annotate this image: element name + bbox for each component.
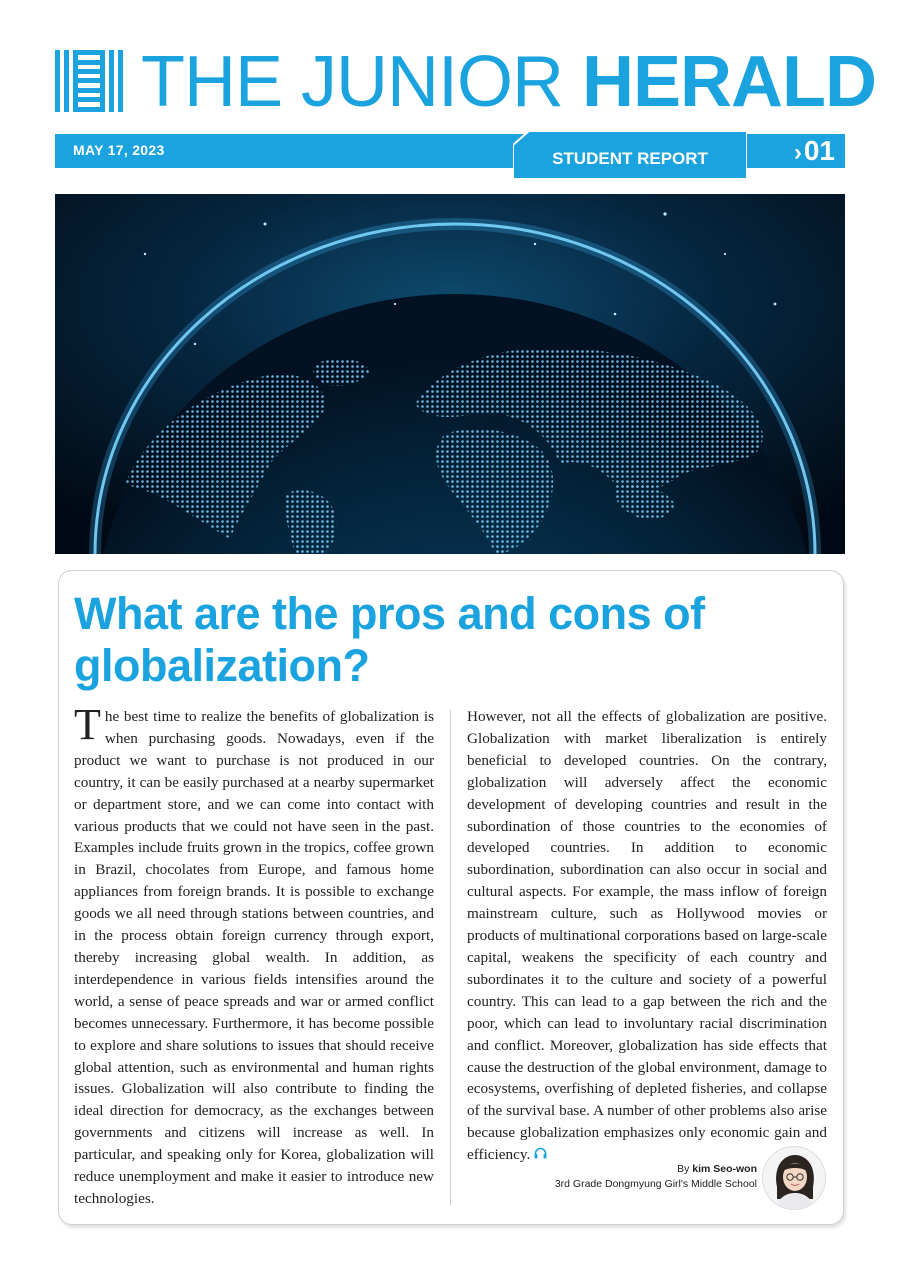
masthead <box>55 42 877 122</box>
author-name: kim Seo-won <box>692 1163 757 1175</box>
glowing-earth-globe-image <box>55 194 845 554</box>
header-bar <box>55 134 845 168</box>
article-headline: What are the pros and cons of globalization? <box>74 588 705 691</box>
chevron-right-icon: › <box>793 139 802 166</box>
byline <box>555 1162 757 1192</box>
drop-cap: T <box>74 700 101 749</box>
herald-h-logo-icon <box>55 50 123 112</box>
page-number-value: 01 <box>803 135 835 166</box>
author-affiliation: 3rd Grade Dongmyung Girl's Middle School <box>554 1178 757 1190</box>
section-label: STUDENT REPORT <box>552 149 708 168</box>
issue-date: MAY 17, 2023 <box>73 142 165 158</box>
article-column-left <box>74 700 434 1210</box>
title-bold: HERALD <box>582 42 877 122</box>
column-divider <box>450 710 451 1205</box>
article-column-right <box>467 706 827 1167</box>
byline-prefix: By <box>677 1163 693 1175</box>
left-column-text: he best time to realize the benefits of globalization is when purchasing goods. Nowadays, even if the product we want to purchase is not produced in our country, it can be easily purchased at a nearby supermarket or department store, and we can come into contact with various products that we could not have seen in the past. Examples include fruits grown in the tropics, coffee grown in Brazil, chocolates from Europe, and famous home appliances from foreign brands. It is possible to exchange goods we all need through stations between countries, and in the process obtain foreign currency through export, thereby increasing global wealth. In addition, as interdependence in various fields intensifies around the world, a sense of peace spreads and war or armed conflict becomes unnecessary. Furthermore, it has become possible to explore and share solutions to issues that should receive global attention, such as environmental and human rights issues. Globalization will also contribute to finding the ideal direction for democracy, as the exchanges between governments and citizens will increase as well. In particular, and speaking only for Korea, globalization will reduce unemployment and make it easier to introduce new technologies. <box>74 708 434 1207</box>
author-photo-avatar <box>762 1146 826 1210</box>
right-column-text: However, not all the effects of globalization are positive. Globalization with market liberalization is entirely beneficial to developed countries. On the contrary, globalization will adversely affect the economic development of developing countries and result in the subordination of those countries to the economies of developed countries. In addition to economic subordination, subordination can also occur in social and cultural aspects. For example, the mass inflow of foreign mainstream culture, such as Hollywood movies or products of multinational corporations based on large-scale capital, weakens the specificity of each country and subordinates it to the culture and society of a powerful country. This can lead to a gap between the rich and the poor, which can lead to involuntary racial discrimination and conflict. Moreover, globalization has side effects that cause the destruction of the global environment, damage to ecosystems, overfishing of depleted fisheries, and collapse of the survival base. A number of other problems also arise because globalization emphasizes only economic gain and efficiency. <box>467 708 827 1164</box>
publication-title <box>141 44 876 120</box>
title-light: THE JUNIOR <box>141 42 583 122</box>
page-number <box>794 134 835 170</box>
globe-illustration <box>55 194 845 554</box>
headphones-icon <box>534 1145 547 1167</box>
